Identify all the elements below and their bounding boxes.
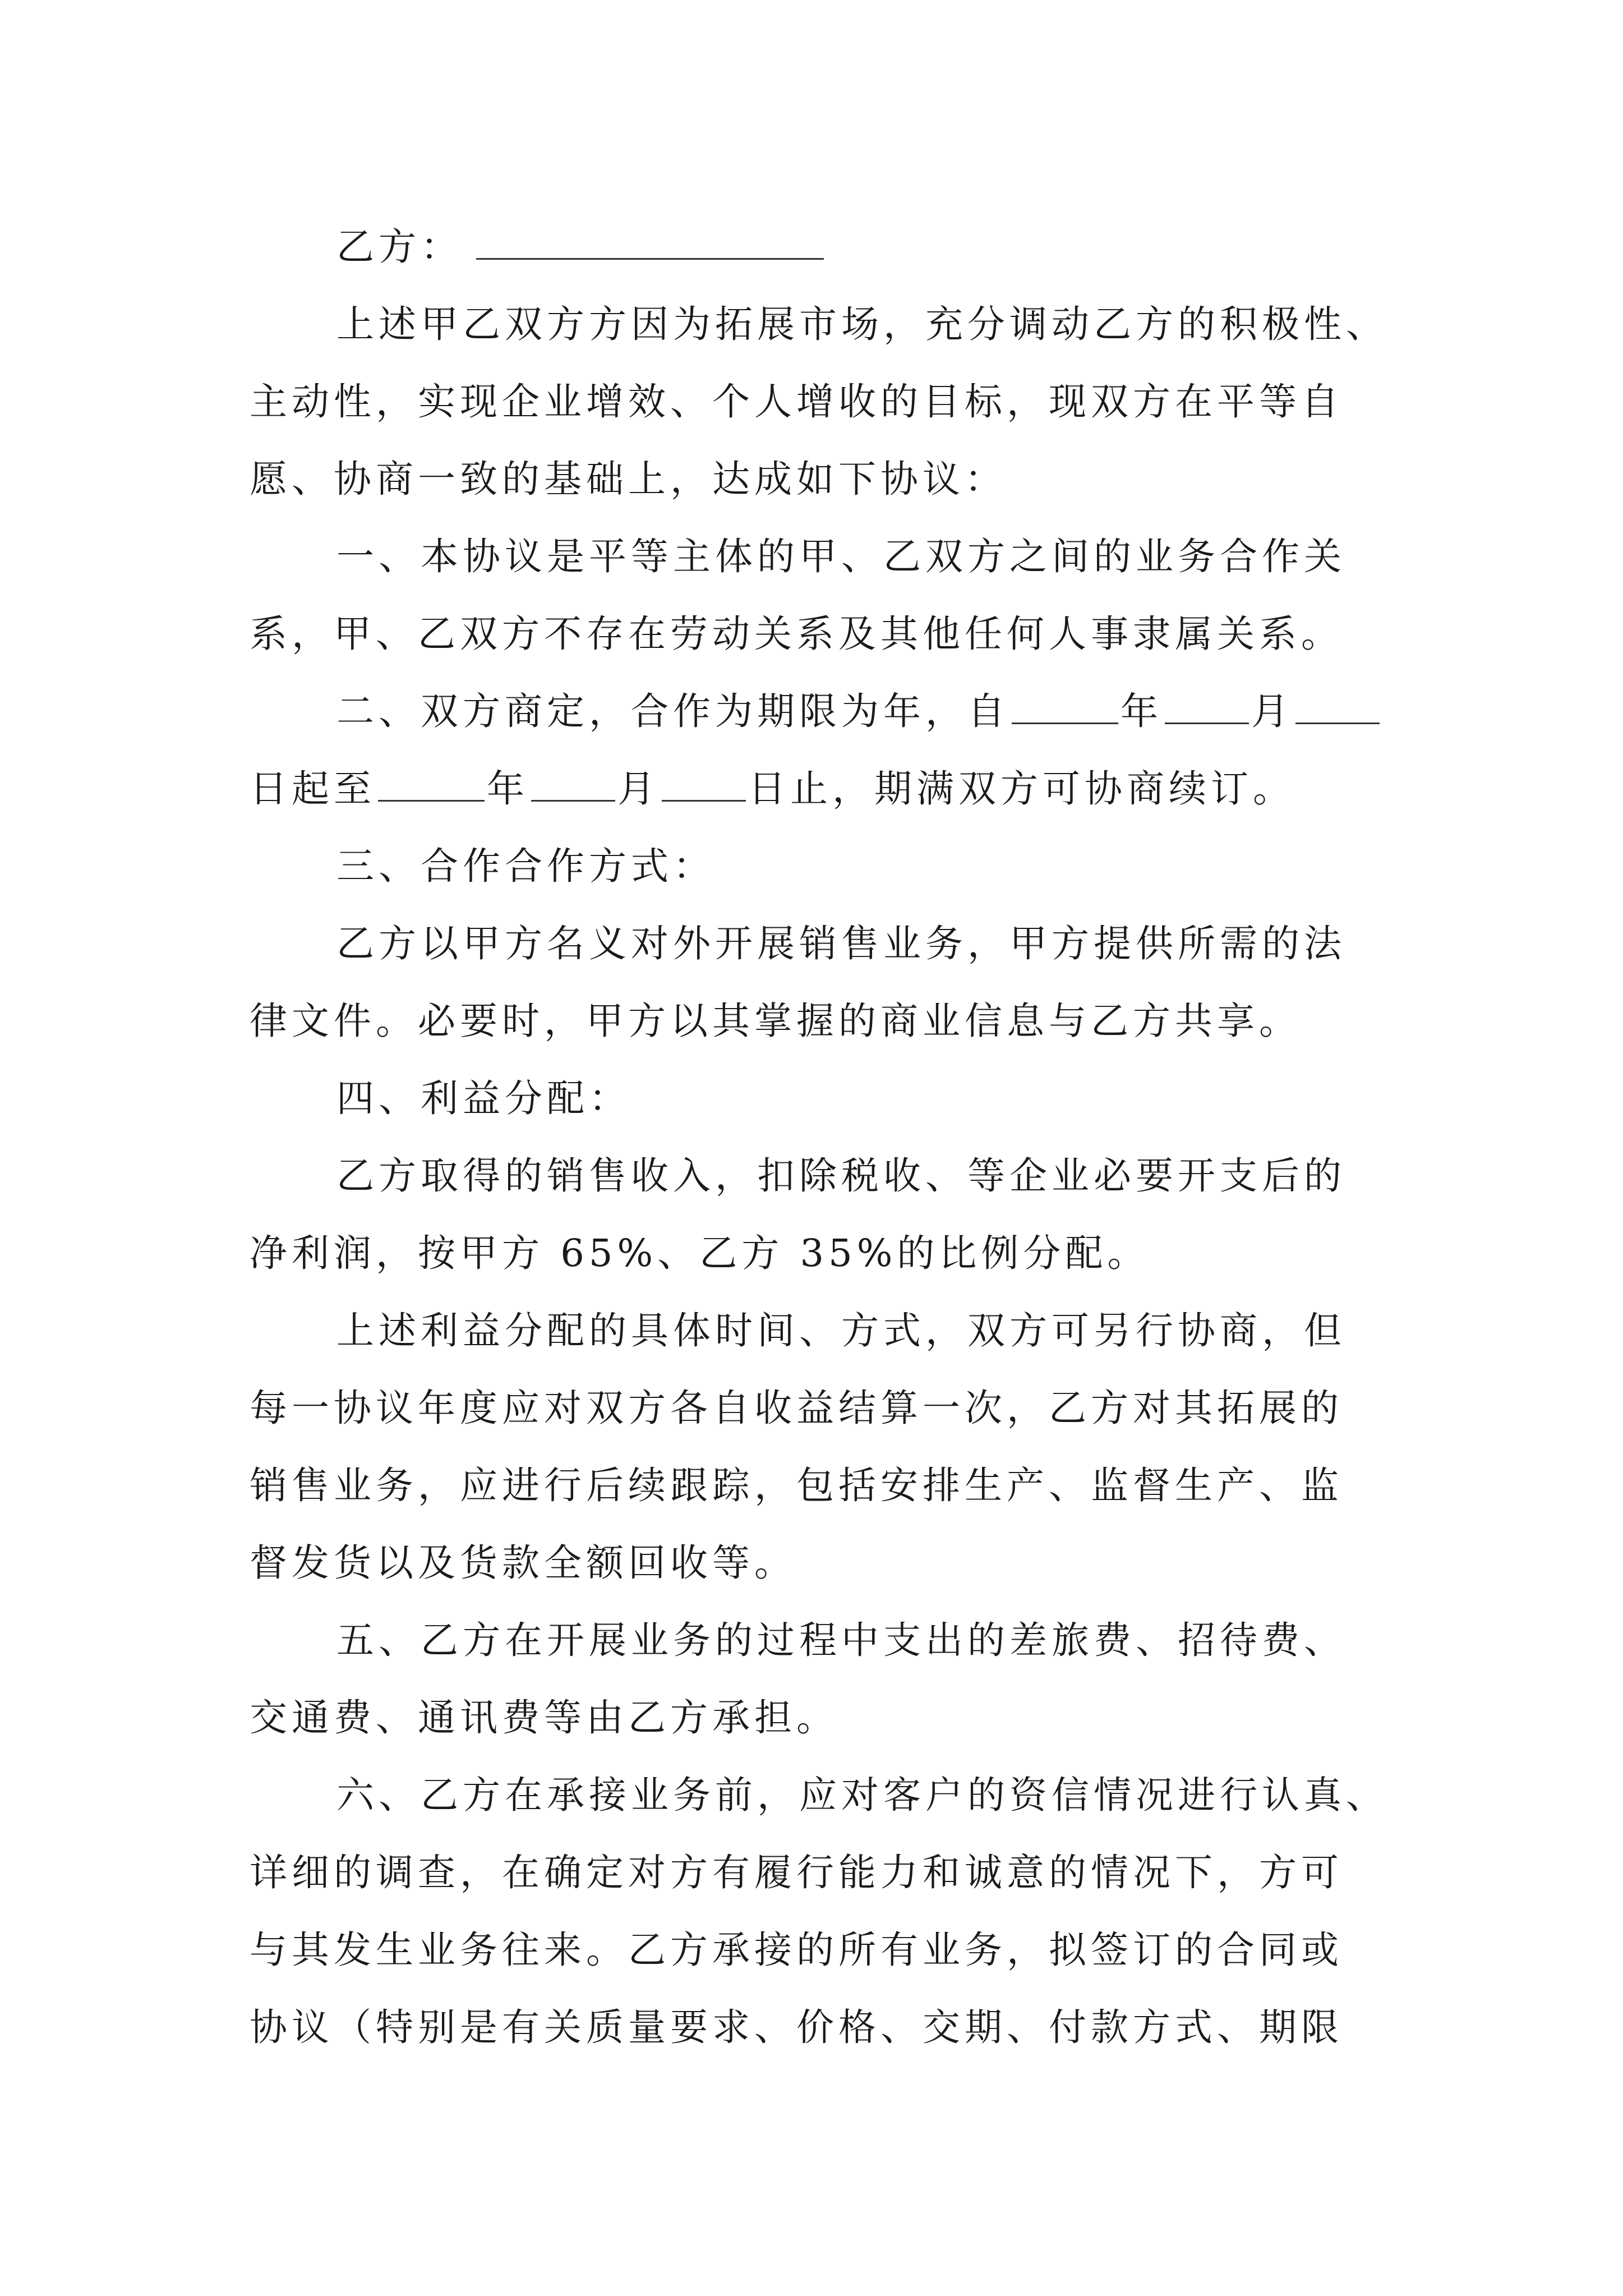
clause4-extra-line-4: 督发货以及货款全额回收等。	[250, 1541, 796, 1585]
clause3-line-1: 乙方以甲方名义对外开展销售业务，甲方提供所需的法	[336, 922, 1346, 965]
intro-line-3: 愿、协商一致的基础上，达成如下协议：	[250, 457, 1007, 501]
intro-line-1: 上述甲乙双方方因为拓展市场，充分调动乙方的积极性、	[336, 302, 1388, 346]
clause6-line-3: 与其发生业务往来。乙方承接的所有业务，拟签订的合同或	[250, 1928, 1343, 1972]
start-month-blank[interactable]	[1165, 689, 1249, 724]
party-b-blank[interactable]	[476, 224, 824, 260]
clause6-line-2: 详细的调查，在确定对方有履行能力和诚意的情况下，方可	[250, 1851, 1343, 1894]
intro-line-2: 主动性，实现企业增效、个人增收的目标，现双方在平等自	[250, 380, 1343, 424]
start-day-blank[interactable]	[1295, 689, 1380, 724]
clause5-line-1: 五、乙方在开展业务的过程中支出的差旅费、招待费、	[336, 1618, 1346, 1662]
clause2-line-2	[250, 766, 1295, 811]
end-month-label: 月	[617, 767, 660, 811]
clause3-title: 三、合作合作方式：	[336, 844, 715, 888]
start-year-blank[interactable]	[1012, 689, 1118, 724]
clause4-line-1: 乙方取得的销售收入，扣除税收、等企业必要开支后的	[336, 1154, 1346, 1198]
party-b-line	[336, 224, 826, 269]
clause2-line-1	[336, 689, 1382, 734]
end-day-label: 日止，期满双方可协商续订。	[748, 767, 1295, 811]
start-year-label: 年	[1121, 689, 1163, 733]
end-year-blank[interactable]	[378, 766, 485, 802]
clause6-line-1: 六、乙方在承接业务前，应对客户的资信情况进行认真、	[336, 1773, 1388, 1817]
clause3-line-2: 律文件。必要时，甲方以其掌握的商业信息与乙方共享。	[250, 999, 1301, 1043]
clause1-line-1: 一、本协议是平等主体的甲、乙双方之间的业务合作关	[336, 535, 1346, 578]
clause4-extra-line-3: 销售业务，应进行后续跟踪，包括安排生产、监督生产、监	[250, 1464, 1343, 1507]
clause5-line-2: 交通费、通讯费等由乙方承担。	[250, 1696, 838, 1740]
clause2-text: 二、双方商定，合作为期限为年，自	[336, 689, 1009, 733]
clause4-extra-line-1: 上述利益分配的具体时间、方式，双方可另行协商，但	[336, 1309, 1346, 1352]
end-year-label: 年	[487, 767, 529, 811]
end-day-blank[interactable]	[662, 766, 746, 802]
clause4-line-2: 净利润，按甲方 65%、乙方 35%的比例分配。	[250, 1231, 1150, 1275]
clause1-line-2: 系，甲、乙双方不存在劳动关系及其他任何人事隶属关系。	[250, 612, 1343, 656]
clause4-extra-line-2: 每一协议年度应对双方各自收益结算一次，乙方对其拓展的	[250, 1386, 1343, 1430]
clause4-title: 四、利益分配：	[336, 1076, 631, 1120]
start-month-label: 月	[1251, 689, 1293, 733]
clause6-line-4: 协议（特别是有关质量要求、价格、交期、付款方式、期限	[250, 2005, 1343, 2049]
start-day-label: 日起至	[250, 767, 376, 811]
party-b-label: 乙方：	[336, 225, 463, 269]
end-month-blank[interactable]	[531, 766, 615, 802]
